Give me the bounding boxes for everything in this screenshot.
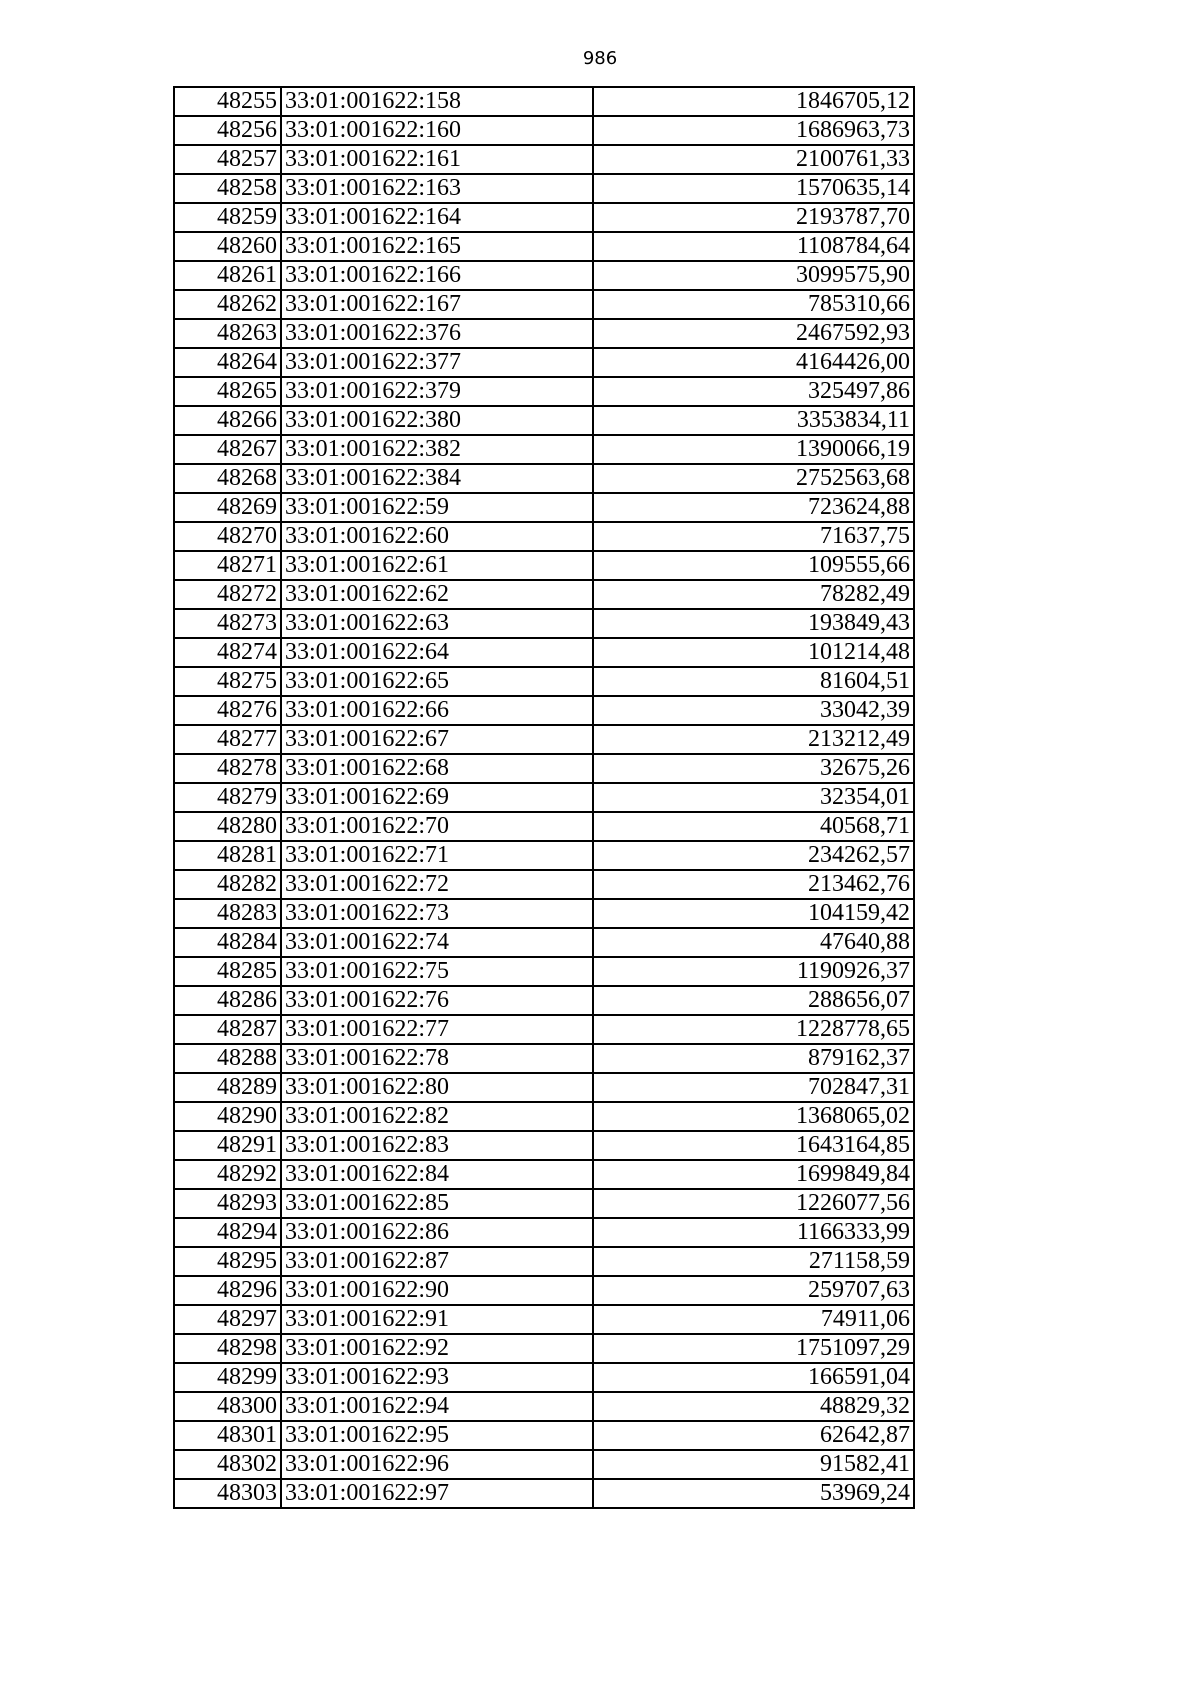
table-row [174, 1276, 914, 1305]
cadastral-number-cell: 33:01:001622:76 [281, 986, 593, 1015]
cadastral-number-cell: 33:01:001622:85 [281, 1189, 593, 1218]
cadastral-number-cell: 33:01:001622:70 [281, 812, 593, 841]
cadastral-value-cell: 81604,51 [593, 667, 914, 696]
cadastral-value-cell: 32675,26 [593, 754, 914, 783]
table-row [174, 696, 914, 725]
row-number-cell: 48268 [174, 464, 281, 493]
cadastral-value-cell: 53969,24 [593, 1479, 914, 1508]
row-number-cell: 48259 [174, 203, 281, 232]
cadastral-number-cell: 33:01:001622:66 [281, 696, 593, 725]
row-number-cell: 48282 [174, 870, 281, 899]
table-row [174, 754, 914, 783]
cadastral-value-cell: 288656,07 [593, 986, 914, 1015]
cadastral-number-cell: 33:01:001622:78 [281, 1044, 593, 1073]
cadastral-number-cell: 33:01:001622:92 [281, 1334, 593, 1363]
cadastral-value-cell: 1699849,84 [593, 1160, 914, 1189]
cadastral-value-cell: 234262,57 [593, 841, 914, 870]
table-row [174, 1131, 914, 1160]
cadastral-number-cell: 33:01:001622:69 [281, 783, 593, 812]
cadastral-value-cell: 213212,49 [593, 725, 914, 754]
row-number-cell: 48289 [174, 1073, 281, 1102]
cadastral-number-cell: 33:01:001622:384 [281, 464, 593, 493]
cadastral-value-cell: 48829,32 [593, 1392, 914, 1421]
cadastral-value-cell: 1108784,64 [593, 232, 914, 261]
row-number-cell: 48255 [174, 87, 281, 116]
row-number-cell: 48284 [174, 928, 281, 957]
row-number-cell: 48264 [174, 348, 281, 377]
cadastral-value-table [173, 86, 915, 1509]
cadastral-number-cell: 33:01:001622:167 [281, 290, 593, 319]
table-row [174, 1479, 914, 1508]
cadastral-value-cell: 1190926,37 [593, 957, 914, 986]
cadastral-number-cell: 33:01:001622:71 [281, 841, 593, 870]
row-number-cell: 48257 [174, 145, 281, 174]
table-row [174, 319, 914, 348]
cadastral-number-cell: 33:01:001622:94 [281, 1392, 593, 1421]
cadastral-value-cell: 325497,86 [593, 377, 914, 406]
cadastral-number-cell: 33:01:001622:60 [281, 522, 593, 551]
row-number-cell: 48258 [174, 174, 281, 203]
row-number-cell: 48303 [174, 1479, 281, 1508]
cadastral-value-cell: 1228778,65 [593, 1015, 914, 1044]
table-row [174, 1363, 914, 1392]
row-number-cell: 48288 [174, 1044, 281, 1073]
table-row [174, 261, 914, 290]
cadastral-number-cell: 33:01:001622:65 [281, 667, 593, 696]
row-number-cell: 48266 [174, 406, 281, 435]
table-row [174, 290, 914, 319]
cadastral-number-cell: 33:01:001622:84 [281, 1160, 593, 1189]
cadastral-number-cell: 33:01:001622:59 [281, 493, 593, 522]
row-number-cell: 48276 [174, 696, 281, 725]
table-row [174, 638, 914, 667]
cadastral-value-cell: 62642,87 [593, 1421, 914, 1450]
cadastral-value-cell: 1846705,12 [593, 87, 914, 116]
cadastral-number-cell: 33:01:001622:96 [281, 1450, 593, 1479]
cadastral-value-cell: 3353834,11 [593, 406, 914, 435]
table-row [174, 1421, 914, 1450]
cadastral-value-cell: 1643164,85 [593, 1131, 914, 1160]
cadastral-value-cell: 702847,31 [593, 1073, 914, 1102]
cadastral-value-cell: 101214,48 [593, 638, 914, 667]
cadastral-number-cell: 33:01:001622:87 [281, 1247, 593, 1276]
cadastral-value-cell: 1686963,73 [593, 116, 914, 145]
table-row [174, 1392, 914, 1421]
table-row [174, 899, 914, 928]
cadastral-value-cell: 33042,39 [593, 696, 914, 725]
table-row [174, 1334, 914, 1363]
table-row [174, 493, 914, 522]
cadastral-number-cell: 33:01:001622:158 [281, 87, 593, 116]
cadastral-number-cell: 33:01:001622:67 [281, 725, 593, 754]
cadastral-value-cell: 71637,75 [593, 522, 914, 551]
row-number-cell: 48281 [174, 841, 281, 870]
row-number-cell: 48274 [174, 638, 281, 667]
table-row [174, 435, 914, 464]
cadastral-value-cell: 91582,41 [593, 1450, 914, 1479]
row-number-cell: 48280 [174, 812, 281, 841]
row-number-cell: 48283 [174, 899, 281, 928]
cadastral-number-cell: 33:01:001622:86 [281, 1218, 593, 1247]
table-row [174, 522, 914, 551]
table-row [174, 1305, 914, 1334]
row-number-cell: 48263 [174, 319, 281, 348]
row-number-cell: 48299 [174, 1363, 281, 1392]
cadastral-number-cell: 33:01:001622:83 [281, 1131, 593, 1160]
cadastral-number-cell: 33:01:001622:161 [281, 145, 593, 174]
cadastral-value-cell: 1368065,02 [593, 1102, 914, 1131]
row-number-cell: 48285 [174, 957, 281, 986]
table-row [174, 464, 914, 493]
cadastral-value-cell: 40568,71 [593, 812, 914, 841]
table-row [174, 1073, 914, 1102]
table-row [174, 870, 914, 899]
cadastral-number-cell: 33:01:001622:82 [281, 1102, 593, 1131]
table-row [174, 203, 914, 232]
cadastral-number-cell: 33:01:001622:379 [281, 377, 593, 406]
table-row [174, 377, 914, 406]
cadastral-number-cell: 33:01:001622:80 [281, 1073, 593, 1102]
row-number-cell: 48294 [174, 1218, 281, 1247]
table-row [174, 580, 914, 609]
cadastral-number-cell: 33:01:001622:163 [281, 174, 593, 203]
row-number-cell: 48287 [174, 1015, 281, 1044]
cadastral-number-cell: 33:01:001622:63 [281, 609, 593, 638]
row-number-cell: 48302 [174, 1450, 281, 1479]
cadastral-number-cell: 33:01:001622:77 [281, 1015, 593, 1044]
cadastral-value-cell: 723624,88 [593, 493, 914, 522]
cadastral-value-cell: 4164426,00 [593, 348, 914, 377]
cadastral-value-cell: 1226077,56 [593, 1189, 914, 1218]
cadastral-number-cell: 33:01:001622:91 [281, 1305, 593, 1334]
cadastral-number-cell: 33:01:001622:68 [281, 754, 593, 783]
table-row [174, 841, 914, 870]
table-row [174, 174, 914, 203]
row-number-cell: 48292 [174, 1160, 281, 1189]
row-number-cell: 48260 [174, 232, 281, 261]
row-number-cell: 48271 [174, 551, 281, 580]
table-row [174, 116, 914, 145]
row-number-cell: 48279 [174, 783, 281, 812]
row-number-cell: 48277 [174, 725, 281, 754]
table-row [174, 986, 914, 1015]
row-number-cell: 48295 [174, 1247, 281, 1276]
cadastral-number-cell: 33:01:001622:72 [281, 870, 593, 899]
cadastral-value-cell: 213462,76 [593, 870, 914, 899]
cadastral-value-cell: 1390066,19 [593, 435, 914, 464]
row-number-cell: 48275 [174, 667, 281, 696]
table-row [174, 1450, 914, 1479]
row-number-cell: 48290 [174, 1102, 281, 1131]
table-row [174, 725, 914, 754]
table-row [174, 667, 914, 696]
cadastral-number-cell: 33:01:001622:382 [281, 435, 593, 464]
row-number-cell: 48270 [174, 522, 281, 551]
table-row [174, 1247, 914, 1276]
cadastral-number-cell: 33:01:001622:90 [281, 1276, 593, 1305]
row-number-cell: 48265 [174, 377, 281, 406]
cadastral-value-cell: 1570635,14 [593, 174, 914, 203]
cadastral-value-cell: 166591,04 [593, 1363, 914, 1392]
table-row [174, 1044, 914, 1073]
cadastral-number-cell: 33:01:001622:377 [281, 348, 593, 377]
row-number-cell: 48298 [174, 1334, 281, 1363]
row-number-cell: 48267 [174, 435, 281, 464]
table-row [174, 1218, 914, 1247]
cadastral-value-cell: 32354,01 [593, 783, 914, 812]
cadastral-number-cell: 33:01:001622:160 [281, 116, 593, 145]
cadastral-number-cell: 33:01:001622:97 [281, 1479, 593, 1508]
table-row [174, 1189, 914, 1218]
cadastral-value-cell: 2193787,70 [593, 203, 914, 232]
row-number-cell: 48278 [174, 754, 281, 783]
table-row [174, 145, 914, 174]
cadastral-value-cell: 879162,37 [593, 1044, 914, 1073]
table-row [174, 609, 914, 638]
cadastral-value-cell: 2752563,68 [593, 464, 914, 493]
cadastral-number-cell: 33:01:001622:164 [281, 203, 593, 232]
cadastral-value-cell: 109555,66 [593, 551, 914, 580]
row-number-cell: 48300 [174, 1392, 281, 1421]
cadastral-value-cell: 259707,63 [593, 1276, 914, 1305]
cadastral-number-cell: 33:01:001622:166 [281, 261, 593, 290]
cadastral-value-cell: 74911,06 [593, 1305, 914, 1334]
table-row [174, 1102, 914, 1131]
row-number-cell: 48272 [174, 580, 281, 609]
table-row [174, 1160, 914, 1189]
page-number: 986 [582, 48, 618, 69]
table-row [174, 87, 914, 116]
cadastral-number-cell: 33:01:001622:74 [281, 928, 593, 957]
table-row [174, 406, 914, 435]
row-number-cell: 48286 [174, 986, 281, 1015]
cadastral-value-cell: 193849,43 [593, 609, 914, 638]
table-row [174, 232, 914, 261]
table-row [174, 1015, 914, 1044]
cadastral-number-cell: 33:01:001622:95 [281, 1421, 593, 1450]
cadastral-number-cell: 33:01:001622:64 [281, 638, 593, 667]
cadastral-number-cell: 33:01:001622:75 [281, 957, 593, 986]
table-row [174, 348, 914, 377]
row-number-cell: 48261 [174, 261, 281, 290]
row-number-cell: 48262 [174, 290, 281, 319]
cadastral-number-cell: 33:01:001622:93 [281, 1363, 593, 1392]
cadastral-value-cell: 1166333,99 [593, 1218, 914, 1247]
cadastral-number-cell: 33:01:001622:61 [281, 551, 593, 580]
cadastral-value-cell: 785310,66 [593, 290, 914, 319]
table-row [174, 783, 914, 812]
row-number-cell: 48301 [174, 1421, 281, 1450]
table-row [174, 957, 914, 986]
row-number-cell: 48256 [174, 116, 281, 145]
cadastral-number-cell: 33:01:001622:380 [281, 406, 593, 435]
cadastral-value-cell: 47640,88 [593, 928, 914, 957]
cadastral-value-cell: 2467592,93 [593, 319, 914, 348]
cadastral-number-cell: 33:01:001622:62 [281, 580, 593, 609]
cadastral-value-cell: 1751097,29 [593, 1334, 914, 1363]
cadastral-value-cell: 104159,42 [593, 899, 914, 928]
cadastral-value-cell: 78282,49 [593, 580, 914, 609]
row-number-cell: 48291 [174, 1131, 281, 1160]
table-row [174, 551, 914, 580]
cadastral-number-cell: 33:01:001622:165 [281, 232, 593, 261]
row-number-cell: 48293 [174, 1189, 281, 1218]
row-number-cell: 48273 [174, 609, 281, 638]
table-row [174, 928, 914, 957]
cadastral-value-cell: 3099575,90 [593, 261, 914, 290]
cadastral-value-cell: 271158,59 [593, 1247, 914, 1276]
row-number-cell: 48297 [174, 1305, 281, 1334]
cadastral-value-cell: 2100761,33 [593, 145, 914, 174]
row-number-cell: 48269 [174, 493, 281, 522]
row-number-cell: 48296 [174, 1276, 281, 1305]
table-body [174, 87, 914, 1508]
cadastral-number-cell: 33:01:001622:73 [281, 899, 593, 928]
cadastral-number-cell: 33:01:001622:376 [281, 319, 593, 348]
table-row [174, 812, 914, 841]
